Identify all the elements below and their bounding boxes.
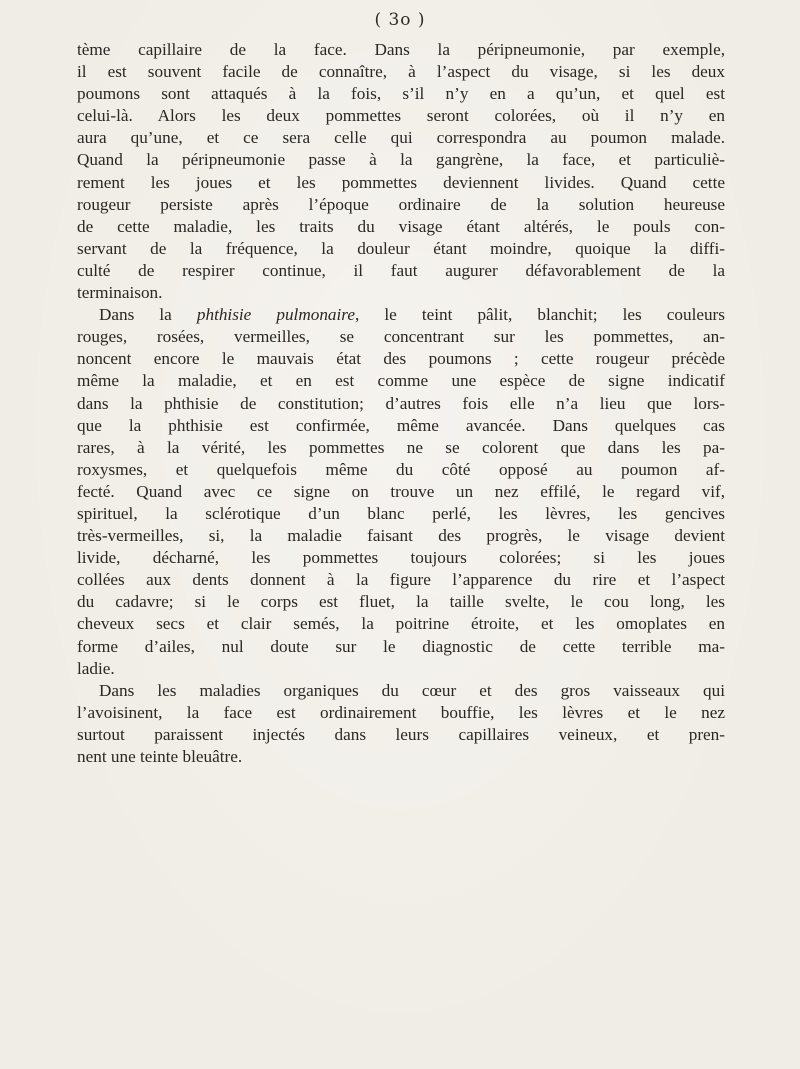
text-line: ladie.: [77, 658, 115, 678]
text-line: l’avoisinent, la face est ordinairement bouffie, les lèvres et le nez: [77, 702, 725, 722]
text-line: rouges, rosées, vermeilles, se concentrant sur les pommettes, an-: [77, 327, 725, 347]
text-line: rares, à la vérité, les pommettes ne se colorent que dans les pa-: [77, 437, 725, 457]
text-line: Dans les maladies organiques du cœur et des gros vaisseaux qui: [99, 680, 725, 700]
text-run: , le teint pâlit, blanchit; les couleurs: [354, 305, 725, 325]
text-line: livide, décharné, les pommettes toujours colorées; si les joues: [77, 548, 725, 568]
text-line: poumons sont attaqués à la fois, s’il n’y en a qu’un, et quel est: [77, 84, 725, 104]
text-line: roxysmes, et quelquefois même du côté opposé au poumon af-: [77, 459, 725, 479]
text-line: Quand la péripneumonie passe à la gangrène, la face, et particuliè-: [77, 150, 725, 170]
text-line: forme d’ailes, nul doute sur le diagnostic de cette terrible ma-: [77, 636, 725, 656]
text-line: aura qu’une, et ce sera celle qui correspondra au poumon malade.: [77, 128, 725, 148]
body-text: [77, 39, 725, 768]
italic-term: phthisie pulmonaire: [196, 305, 355, 325]
text-line: que la phthisie est confirmée, même avancée. Dans quelques cas: [77, 415, 725, 435]
text-line: nent une teinte bleuâtre.: [77, 747, 243, 766]
text-line-first: [77, 304, 725, 326]
page-number: ( 3o ): [374, 10, 426, 30]
text-line: collées aux dents donnent à la figure l’apparence du rire et l’aspect: [77, 570, 725, 590]
paragraph-2: [77, 304, 725, 680]
text-line: cheveux secs et clair semés, la poitrine étroite, et les omoplates en: [77, 614, 725, 634]
text-line: fecté. Quand avec ce signe on trouve un nez effilé, le regard vif,: [77, 481, 725, 501]
text-line: rougeur persiste après l’époque ordinaire de la solution heureuse: [77, 194, 725, 214]
text-run: Dans la: [99, 305, 197, 325]
text-line: très-vermeilles, si, la maladie faisant des progrès, le visage devient: [77, 526, 725, 546]
text-line: celui-là. Alors les deux pommettes seront colorées, où il n’y en: [77, 106, 725, 126]
text-line: culté de respirer continue, il faut augurer défavorablement de la: [77, 260, 725, 280]
text-line: spirituel, la sclérotique d’un blanc perlé, les lèvres, les gencives: [77, 503, 725, 523]
text-line: même la maladie, et en est comme une espèce de signe indicatif: [77, 371, 725, 391]
text-line: de cette maladie, les traits du visage étant altérés, le pouls con-: [77, 216, 725, 236]
text-line: tème capillaire de la face. Dans la péripneumonie, par exemple,: [77, 40, 725, 59]
text-line: noncent encore le mauvais état des poumons ; cette rougeur précède: [77, 349, 725, 369]
paragraph-3: [77, 680, 725, 768]
paragraph-1: [77, 39, 725, 304]
text-line: servant de la fréquence, la douleur étant moindre, quoique la diffi-: [77, 238, 725, 258]
text-line: terminaison.: [77, 283, 163, 303]
text-line: rement les joues et les pommettes deviennent livides. Quand cette: [77, 172, 725, 192]
text-line: il est souvent facile de connaître, à l’aspect du visage, si les deux: [77, 62, 725, 82]
text-line: du cadavre; si le corps est fluet, la taille svelte, le cou long, les: [77, 592, 725, 612]
text-line: dans la phthisie de constitution; d’autres fois elle n’a lieu que lors-: [77, 393, 725, 413]
text-line: surtout paraissent injectés dans leurs capillaires veineux, et pren-: [77, 724, 725, 744]
